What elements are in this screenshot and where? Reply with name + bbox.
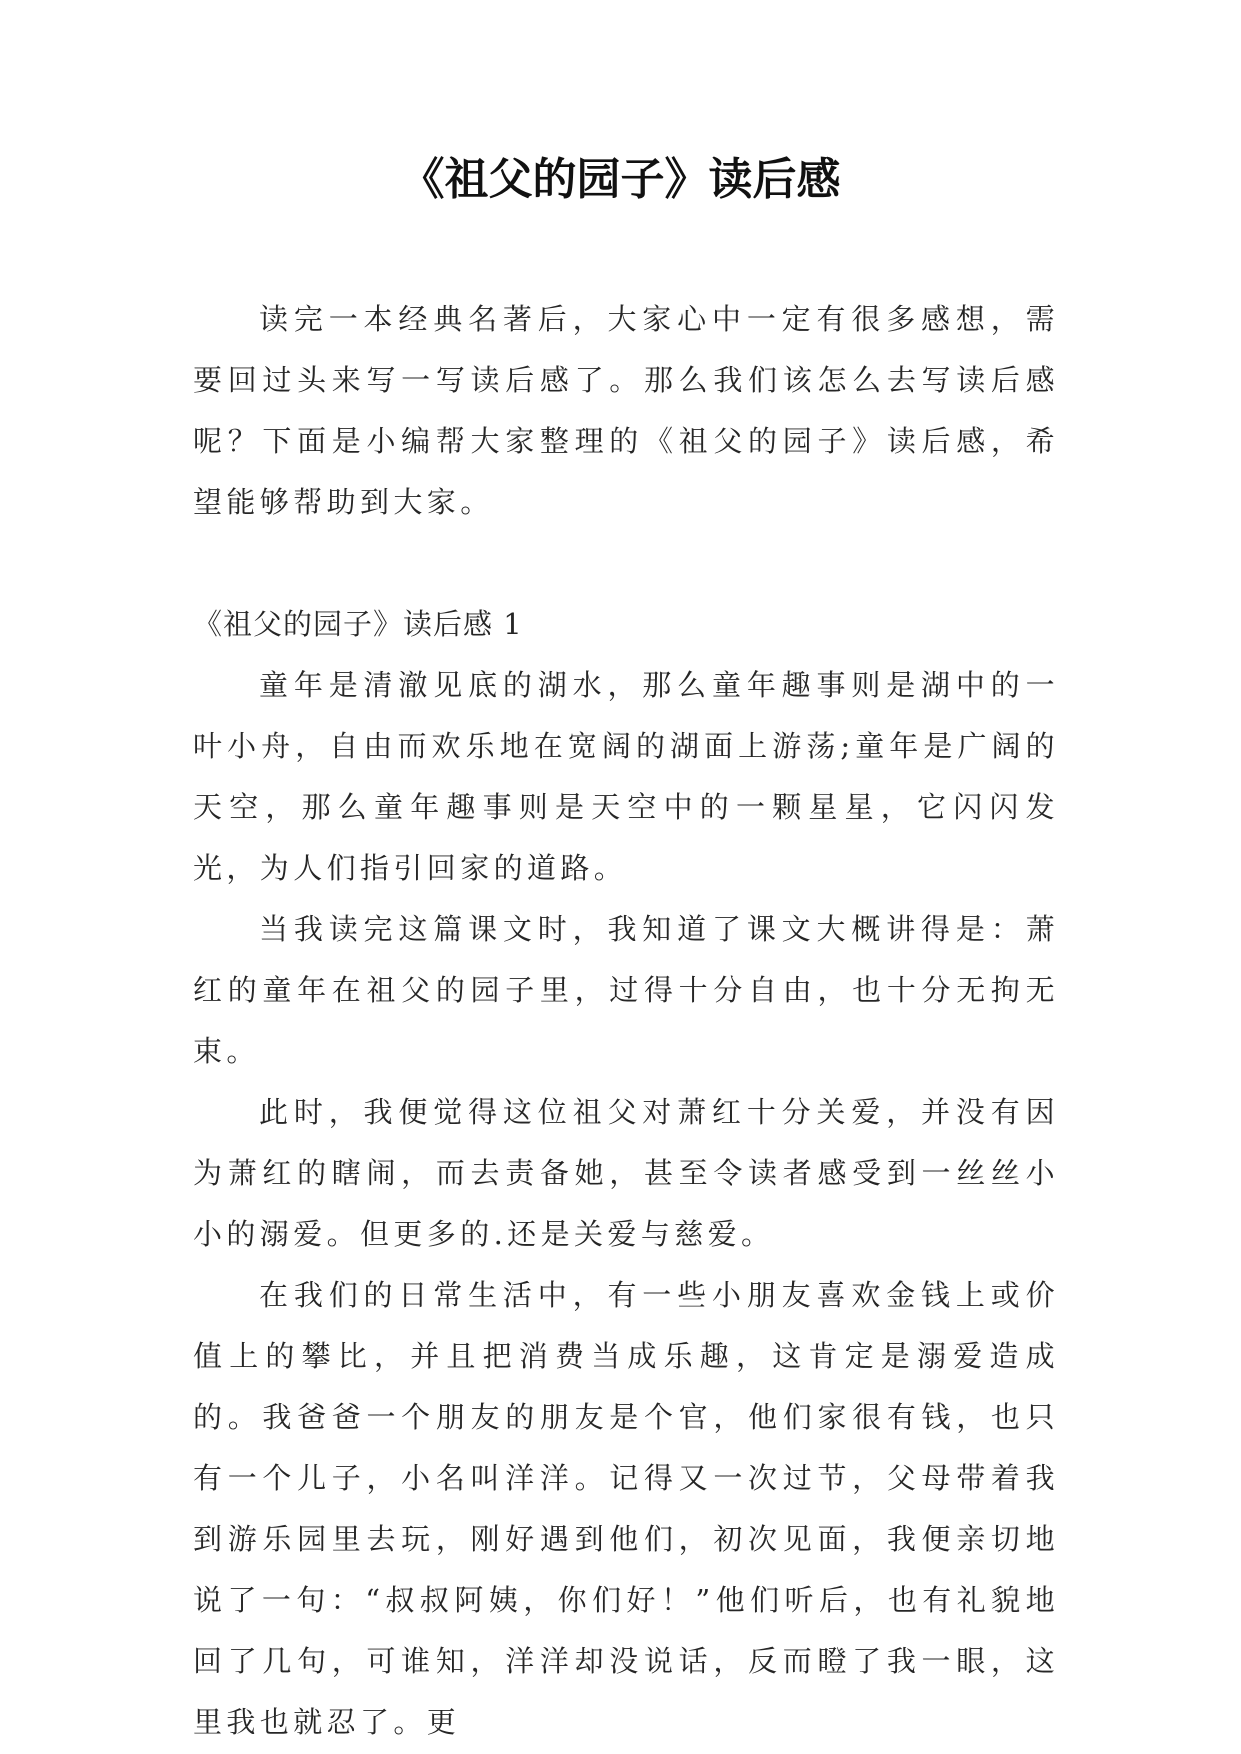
body-paragraph-1: 童年是清澈见底的湖水，那么童年趣事则是湖中的一叶小舟，自由而欢乐地在宽阔的湖面上游荡;童年是广阔的天空，那么童年趣事则是天空中的一颗星星，它闪闪发光，为人们指引回家的道路。 (193, 668, 1059, 885)
body-paragraph-2: 当我读完这篇课文时，我知道了课文大概讲得是：萧红的童年在祖父的园子里，过得十分自由，也十分无拘无束。 (193, 912, 1059, 1068)
document-body (193, 289, 1059, 1753)
section-heading: 《祖父的园子》读后感 1 (193, 607, 523, 641)
document-title: 《祖父的园子》读后感 (400, 154, 841, 205)
body-paragraph-3: 此时，我便觉得这位祖父对萧红十分关爱，并没有因为萧红的瞎闹，而去责备她，甚至令读者感受到一丝丝小小的溺爱。但更多的.还是关爱与慈爱。 (193, 1095, 1059, 1251)
body-paragraph-4: 在我们的日常生活中，有一些小朋友喜欢金钱上或价值上的攀比，并且把消费当成乐趣，这肯定是溺爱造成的。我爸爸一个朋友的朋友是个官，他们家很有钱，也只有一个儿子，小名叫洋洋。记得又一次过节，父母带着我到游乐园里去玩，刚好遇到他们，初次见面，我便亲切地说了一句：“叔叔阿姨，你们好！”他们听后，也有礼貌地回了几句，可谁知，洋洋却没说话，反而瞪了我一眼，这里我也就忍了。更 (193, 1278, 1059, 1739)
intro-paragraph: 读完一本经典名著后，大家心中一定有很多感想，需要回过头来写一写读后感了。那么我们该怎么去写读后感呢？下面是小编帮大家整理的《祖父的园子》读后感，希望能够帮助到大家。 (193, 302, 1059, 519)
